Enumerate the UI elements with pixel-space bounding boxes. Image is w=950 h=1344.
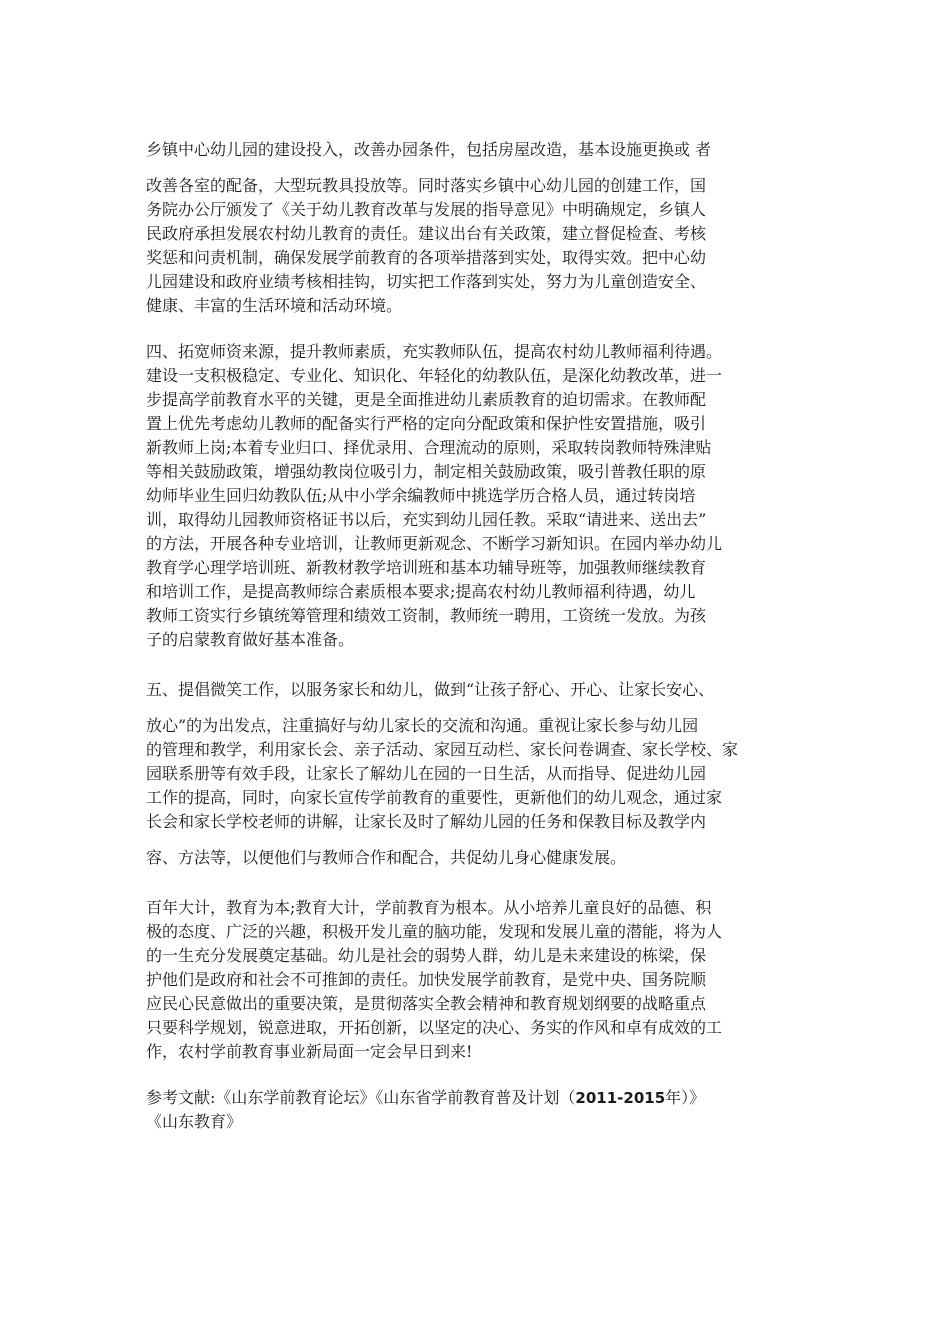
paragraph-line: 四、拓宽师资来源，提升教师素质，充实教师队伍，提高农村幼儿教师福利待遇。 [146, 342, 723, 361]
paragraph-line: 儿园建设和政府业绩考核相挂钩，切实把工作落到实处，努力为儿童创造安全、 [146, 272, 707, 291]
paragraph-line: 子的启蒙教育做好基本准备。 [146, 630, 355, 649]
references-prefix: 参考文献:《山东学前教育论坛》《山东省学前教育普及计划（ [146, 1088, 576, 1107]
paragraph-line: 的方法，开展各种专业培训，让教师更新观念、不断学习新知识。在园内举办幼儿 [146, 534, 723, 553]
references [146, 1086, 810, 1134]
paragraph-line: 作，农村学前教育事业新局面一定会早日到来! [146, 1042, 473, 1061]
paragraph-line: 的一生充分发展奠定基础。幼儿是社会的弱势人群，幼儿是未来建设的栋梁，保 [146, 946, 707, 965]
paragraph-1 [146, 138, 810, 318]
paragraph-line: 放心”的为出发点，注重搞好与幼儿家长的交流和沟通。重视让家长参与幼儿园 [146, 716, 699, 735]
paragraph-line: 只要科学规划，锐意进取，开拓创新，以坚定的决心、务实的作风和卓有成效的工 [146, 1018, 723, 1037]
references-years: 2011-2015 [575, 1089, 666, 1107]
paragraph-line: 教师工资实行乡镇统筹管理和绩效工资制，教师统一聘用，工资统一发放。为孩 [146, 606, 707, 625]
paragraph-3 [146, 678, 810, 870]
paragraph-line: 健康、丰富的生活环境和活动环境。 [146, 296, 403, 315]
paragraph-line: 护他们是政府和社会不可推卸的责任。加快发展学前教育，是党中央、国务院顺 [146, 970, 707, 989]
paragraph-line: 园联系册等有效手段，让家长了解幼儿在园的一日生活，从而指导、促进幼儿园 [146, 764, 707, 783]
paragraph-line: 建设一支积极稳定、专业化、知识化、年轻化的幼教队伍，是深化幼教改革，进一 [146, 366, 723, 385]
paragraph-line: 百年大计，教育为本;教育大计，学前教育为根本。从小培养儿童良好的品德、积 [146, 898, 712, 917]
paragraph-line: 置上优先考虑幼儿教师的配备实行严格的定向分配政策和保护性安置措施，吸引 [146, 414, 707, 433]
paragraph-line: 应民心民意做出的重要决策，是贯彻落实全教会精神和教育规划纲要的战略重点 [146, 994, 707, 1013]
paragraph-line: 教育学心理学培训班、新教材教学培训班和基本功辅导班等，加强教师继续教育 [146, 558, 707, 577]
paragraph-line: 步提高学前教育水平的关键，更是全面推进幼儿素质教育的迫切需求。在教师配 [146, 390, 707, 409]
paragraph-line: 奖惩和问责机制，确保发展学前教育的各项举措落到实处，取得实效。把中心幼 [146, 248, 707, 267]
paragraph-line: 容、方法等，以便他们与教师合作和配合，共促幼儿身心健康发展。 [146, 848, 627, 867]
paragraph-line: 乡镇中心幼儿园的建设投入，改善办园条件，包括房屋改造，基本设施更换或 者 [146, 140, 712, 159]
paragraph-line: 五、提倡微笑工作，以服务家长和幼儿，做到“让孩子舒心、开心、让家长安心、 [146, 680, 715, 699]
paragraph-line: 工作的提高，同时，向家长宣传学前教育的重要性，更新他们的幼儿观念，通过家 [146, 788, 723, 807]
paragraph-line: 的管理和教学，利用家长会、亲子活动、家园互动栏、家长问卷调查、家长学校、家 [146, 740, 739, 759]
paragraph-line: 极的态度、广泛的兴趣，积极开发儿童的脑功能，发现和发展儿童的潜能，将为人 [146, 922, 723, 941]
paragraph-4 [146, 896, 810, 1064]
references-suffix: 年）》 [665, 1088, 706, 1107]
paragraph-line: 幼师毕业生回归幼教队伍;从中小学余编教师中挑选学历合格人员，通过转岗培 [146, 486, 696, 505]
paragraph-line: 长会和家长学校老师的讲解，让家长及时了解幼儿园的任务和保教目标及教学内 [146, 812, 707, 831]
paragraph-line: 新教师上岗;本着专业归口、择优录用、合理流动的原则，采取转岗教师特殊津贴 [146, 438, 712, 457]
references-line-1 [146, 1086, 810, 1110]
paragraph-line: 民政府承担发展农村幼儿教育的责任。建议出台有关政策，建立督促检查、考核 [146, 224, 707, 243]
document-body [146, 138, 810, 1134]
paragraph-line: 务院办公厅颁发了《关于幼儿教育改革与发展的指导意见》中明确规定，乡镇人 [146, 200, 707, 219]
paragraph-line: 和培训工作，是提高教师综合素质根本要求;提高农村幼儿教师福利待遇，幼儿 [146, 582, 696, 601]
paragraph-line: 训，取得幼儿园教师资格证书以后，充实到幼儿园任教。采取“请进来、送出去” [146, 510, 707, 529]
paragraph-line: 改善各室的配备，大型玩教具投放等。同时落实乡镇中心幼儿园的创建工作，国 [146, 176, 707, 195]
paragraph-line: 等相关鼓励政策，增强幼教岗位吸引力，制定相关鼓励政策，吸引普教任职的原 [146, 462, 707, 481]
references-line-2: 《山东教育》 [146, 1112, 243, 1131]
paragraph-2 [146, 340, 810, 652]
